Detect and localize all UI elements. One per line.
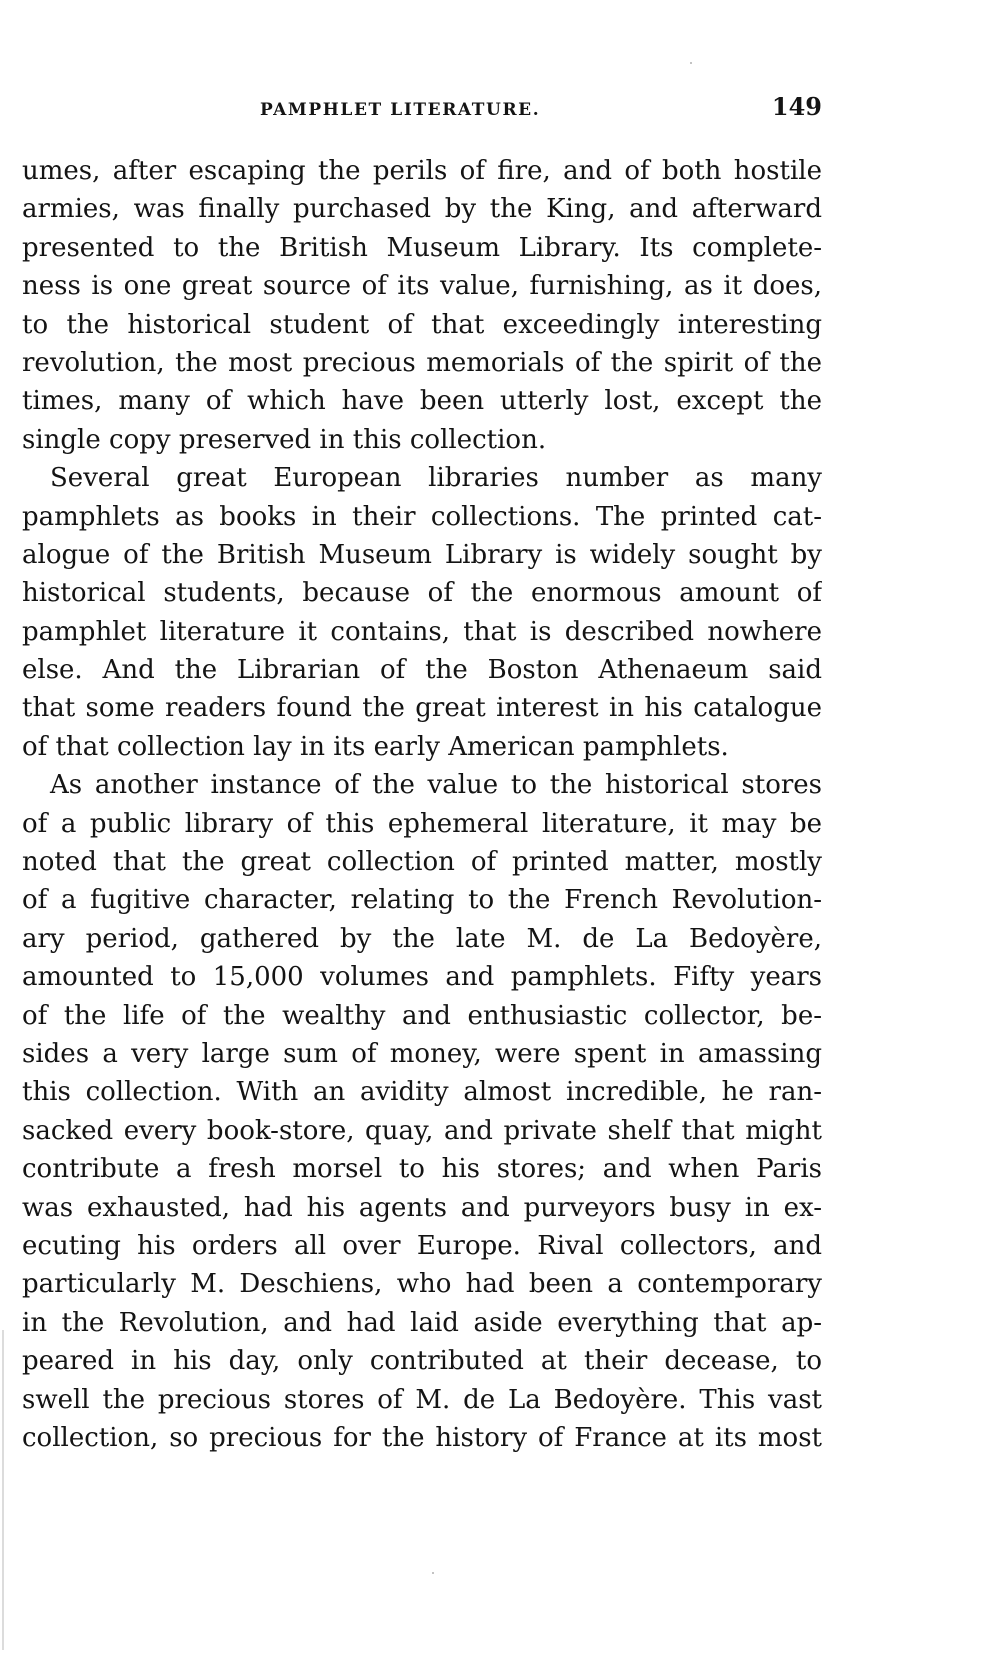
text-line: of a public library of this ephemeral literature, it may be	[22, 808, 822, 839]
text-line: particularly M. Deschiens, who had been a contemporary	[22, 1269, 822, 1300]
text-line: ary period, gathered by the late M. de La Bedoyère,	[22, 923, 822, 954]
text-line: pamphlets as books in their collections. The printed cat-	[22, 501, 822, 532]
text-line: collection, so precious for the history of France at its most	[22, 1422, 822, 1453]
text-line: swell the precious stores of M. de La Bedoyère. This vast	[22, 1384, 822, 1415]
text-line: of the life of the wealthy and enthusiastic collector, be-	[22, 1000, 822, 1031]
text-line: sacked every book-store, quay, and private shelf that might	[22, 1115, 822, 1146]
text-line: contribute a fresh morsel to his stores; and when Paris	[22, 1154, 822, 1185]
text-line: ecuting his orders all over Europe. Rival collectors, and	[22, 1230, 822, 1261]
text-line: presented to the British Museum Library. Its complete-	[22, 232, 822, 263]
text-line: umes, after escaping the perils of fire, and of both hostile	[22, 156, 822, 186]
page-number: 149	[771, 92, 822, 121]
text-line: of a fugitive character, relating to the French Revolution-	[22, 885, 822, 916]
text-line: of that collection lay in its early American pamphlets.	[22, 731, 729, 762]
running-title: PAMPHLET LITERATURE.	[260, 100, 541, 120]
text-line: was exhausted, had his agents and purveyors busy in ex-	[22, 1192, 822, 1223]
text-line: that some readers found the great interest in his catalogue	[22, 693, 822, 724]
text-line: this collection. With an avidity almost incredible, he ran-	[22, 1077, 822, 1108]
text-line: sides a very large sum of money, were spent in amassing	[22, 1038, 822, 1069]
text-line: times, many of which have been utterly lost, except the	[22, 386, 822, 417]
text-line: ness is one great source of its value, furnishing, as it does,	[22, 271, 822, 302]
running-head	[22, 92, 822, 128]
text-line: else. And the Librarian of the Boston Athenaeum said	[22, 655, 822, 686]
text-line: peared in his day, only contributed at their decease, to	[22, 1346, 822, 1377]
text-line: to the historical student of that exceedingly interesting	[22, 309, 822, 340]
text-line: As another instance of the value to the historical stores	[50, 770, 822, 801]
scan-speck	[432, 1572, 434, 1574]
text-line: historical students, because of the enormous amount of	[22, 578, 822, 609]
body-text	[22, 152, 822, 1457]
text-line: single copy preserved in this collection.	[22, 424, 547, 455]
scan-binding-edge	[2, 1330, 4, 1650]
text-line: revolution, the most precious memorials of the spirit of the	[22, 347, 822, 378]
text-line: armies, was finally purchased by the King, and afterward	[22, 194, 822, 225]
text-line: Several great European libraries number as many	[50, 463, 822, 494]
text-line: amounted to 15,000 volumes and pamphlets. Fifty years	[22, 962, 822, 993]
text-line: noted that the great collection of printed matter, mostly	[22, 847, 822, 878]
text-line: pamphlet literature it contains, that is described nowhere	[22, 616, 822, 647]
text-line: in the Revolution, and had laid aside everything that ap-	[22, 1307, 822, 1338]
scan-speck	[690, 62, 692, 64]
text-line: alogue of the British Museum Library is widely sought by	[22, 539, 822, 570]
